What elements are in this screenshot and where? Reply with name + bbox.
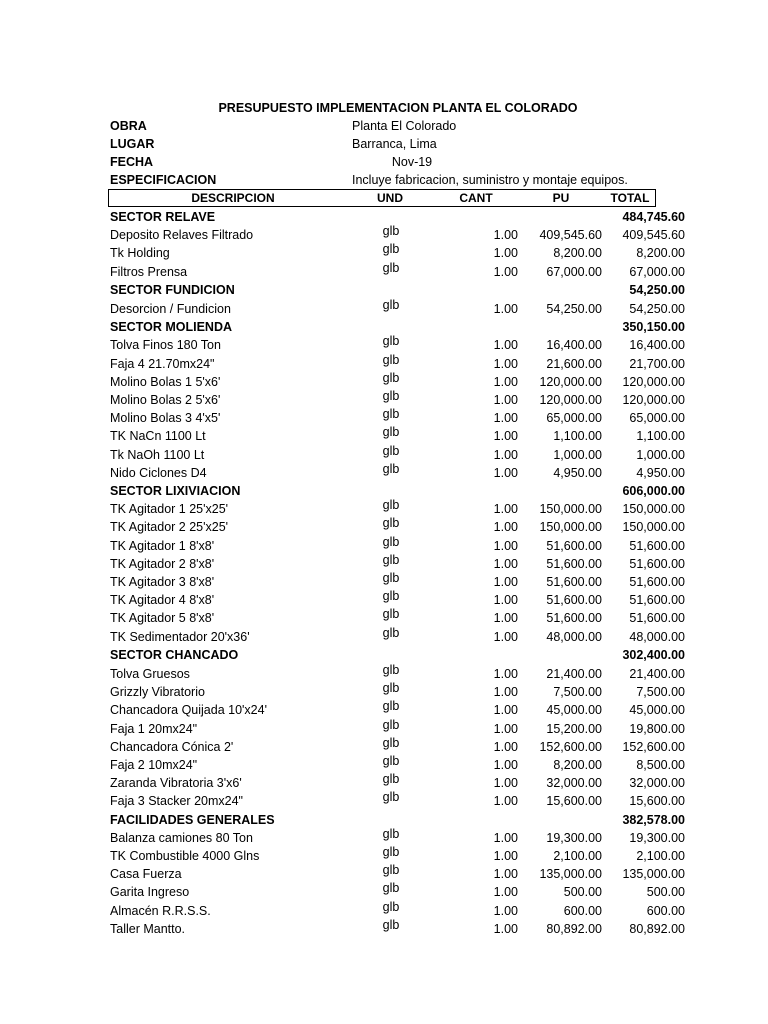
item-unit-price: 8,200.00 bbox=[553, 246, 602, 260]
item-unit: glb bbox=[382, 444, 400, 458]
item-unit: glb bbox=[382, 516, 400, 530]
item-total: 51,600.00 bbox=[629, 539, 685, 553]
item-unit: glb bbox=[382, 298, 400, 312]
item-total: 48,000.00 bbox=[629, 630, 685, 644]
meta-label: LUGAR bbox=[110, 137, 155, 151]
sector-total: 302,400.00 bbox=[622, 648, 685, 662]
item-total: 15,600.00 bbox=[629, 794, 685, 808]
item-unit-price: 45,000.00 bbox=[546, 703, 602, 717]
item-description: Molino Bolas 2 5'x6' bbox=[110, 393, 221, 407]
item-unit-price: 150,000.00 bbox=[539, 502, 602, 516]
item-description: Faja 1 20mx24" bbox=[110, 722, 198, 736]
sector-total: 484,745.60 bbox=[622, 210, 685, 224]
sector-name: SECTOR LIXIVIACION bbox=[110, 484, 241, 498]
item-description: Almacén R.R.S.S. bbox=[110, 904, 211, 918]
item-total: 21,400.00 bbox=[629, 667, 685, 681]
item-unit: glb bbox=[382, 425, 400, 439]
item-unit: glb bbox=[382, 718, 400, 732]
item-unit-price: 2,100.00 bbox=[553, 849, 602, 863]
item-quantity: 1.00 bbox=[493, 593, 518, 607]
item-total: 150,000.00 bbox=[622, 502, 685, 516]
item-unit: glb bbox=[382, 498, 400, 512]
item-unit-price: 51,600.00 bbox=[546, 611, 602, 625]
item-total: 150,000.00 bbox=[622, 520, 685, 534]
item-unit: glb bbox=[382, 371, 400, 385]
meta-label: ESPECIFICACION bbox=[110, 173, 217, 187]
item-unit-price: 48,000.00 bbox=[546, 630, 602, 644]
item-quantity: 1.00 bbox=[493, 448, 518, 462]
item-description: Faja 4 21.70mx24" bbox=[110, 357, 215, 371]
item-description: Nido Ciclones D4 bbox=[110, 466, 207, 480]
item-quantity: 1.00 bbox=[493, 557, 518, 571]
item-quantity: 1.00 bbox=[493, 630, 518, 644]
item-unit: glb bbox=[382, 224, 400, 238]
item-total: 135,000.00 bbox=[622, 867, 685, 881]
header-pu: PU bbox=[552, 191, 570, 205]
item-unit-price: 15,200.00 bbox=[546, 722, 602, 736]
sector-name: SECTOR MOLIENDA bbox=[110, 320, 232, 334]
item-quantity: 1.00 bbox=[493, 667, 518, 681]
sector-total: 350,150.00 bbox=[622, 320, 685, 334]
item-quantity: 1.00 bbox=[493, 904, 518, 918]
item-description: TK Agitador 5 8'x8' bbox=[110, 611, 215, 625]
item-description: Chancadora Quijada 10'x24' bbox=[110, 703, 267, 717]
item-unit: glb bbox=[382, 827, 400, 841]
item-description: Garita Ingreso bbox=[110, 885, 190, 899]
item-total: 152,600.00 bbox=[622, 740, 685, 754]
item-unit-price: 19,300.00 bbox=[546, 831, 602, 845]
item-total: 21,700.00 bbox=[629, 357, 685, 371]
item-unit: glb bbox=[382, 900, 400, 914]
item-quantity: 1.00 bbox=[493, 246, 518, 260]
item-description: Tolva Finos 180 Ton bbox=[110, 338, 221, 352]
item-unit-price: 65,000.00 bbox=[546, 411, 602, 425]
item-total: 67,000.00 bbox=[629, 265, 685, 279]
table-row bbox=[110, 462, 690, 484]
item-total: 8,200.00 bbox=[636, 246, 685, 260]
item-total: 51,600.00 bbox=[629, 557, 685, 571]
item-total: 1,000.00 bbox=[636, 448, 685, 462]
item-unit: glb bbox=[382, 334, 400, 348]
item-unit-price: 21,600.00 bbox=[546, 357, 602, 371]
item-total: 51,600.00 bbox=[629, 611, 685, 625]
item-description: TK Agitador 2 25'x25' bbox=[110, 520, 229, 534]
item-quantity: 1.00 bbox=[493, 758, 518, 772]
item-description: Tolva Gruesos bbox=[110, 667, 190, 681]
item-unit: glb bbox=[382, 535, 400, 549]
item-quantity: 1.00 bbox=[493, 794, 518, 808]
header-total: TOTAL bbox=[610, 191, 650, 205]
item-total: 120,000.00 bbox=[622, 393, 685, 407]
item-quantity: 1.00 bbox=[493, 302, 518, 316]
item-total: 65,000.00 bbox=[629, 411, 685, 425]
item-unit-price: 135,000.00 bbox=[539, 867, 602, 881]
item-quantity: 1.00 bbox=[493, 265, 518, 279]
item-quantity: 1.00 bbox=[493, 575, 518, 589]
sector-name: SECTOR CHANCADO bbox=[110, 648, 239, 662]
item-description: Tk Holding bbox=[110, 246, 170, 260]
item-quantity: 1.00 bbox=[493, 357, 518, 371]
table-row bbox=[110, 261, 690, 283]
item-quantity: 1.00 bbox=[493, 338, 518, 352]
item-unit: glb bbox=[382, 681, 400, 695]
meta-lugar bbox=[110, 137, 690, 155]
item-unit-price: 32,000.00 bbox=[546, 776, 602, 790]
item-unit: glb bbox=[382, 589, 400, 603]
header-cant: CANT bbox=[459, 191, 493, 205]
meta-value: Incluye fabricacion, suministro y montaje equipos. bbox=[352, 173, 628, 187]
item-total: 8,500.00 bbox=[636, 758, 685, 772]
item-description: Deposito Relaves Filtrado bbox=[110, 228, 254, 242]
item-total: 7,500.00 bbox=[636, 685, 685, 699]
item-description: Tk NaOh 1100 Lt bbox=[110, 448, 205, 462]
item-quantity: 1.00 bbox=[493, 539, 518, 553]
item-total: 1,100.00 bbox=[636, 429, 685, 443]
item-quantity: 1.00 bbox=[493, 867, 518, 881]
item-unit-price: 21,400.00 bbox=[546, 667, 602, 681]
item-description: TK Agitador 3 8'x8' bbox=[110, 575, 215, 589]
item-quantity: 1.00 bbox=[493, 393, 518, 407]
item-unit-price: 67,000.00 bbox=[546, 265, 602, 279]
item-unit: glb bbox=[382, 607, 400, 621]
table-row bbox=[110, 790, 690, 812]
item-description: Desorcion / Fundicion bbox=[110, 302, 231, 316]
item-quantity: 1.00 bbox=[493, 611, 518, 625]
item-total: 19,800.00 bbox=[629, 722, 685, 736]
item-quantity: 1.00 bbox=[493, 520, 518, 534]
sector-name: FACILIDADES GENERALES bbox=[110, 813, 275, 827]
item-unit-price: 8,200.00 bbox=[553, 758, 602, 772]
sector-total: 606,000.00 bbox=[622, 484, 685, 498]
item-unit-price: 54,250.00 bbox=[546, 302, 602, 316]
meta-obra bbox=[110, 119, 690, 137]
item-unit: glb bbox=[382, 462, 400, 476]
item-total: 54,250.00 bbox=[629, 302, 685, 316]
sector-total: 54,250.00 bbox=[629, 283, 685, 297]
header-und: UND bbox=[377, 191, 403, 205]
item-description: TK Agitador 2 8'x8' bbox=[110, 557, 215, 571]
item-quantity: 1.00 bbox=[493, 722, 518, 736]
item-unit: glb bbox=[382, 881, 400, 895]
meta-value: Nov-19 bbox=[391, 155, 433, 169]
item-unit-price: 51,600.00 bbox=[546, 557, 602, 571]
item-unit-price: 51,600.00 bbox=[546, 539, 602, 553]
item-unit-price: 152,600.00 bbox=[539, 740, 602, 754]
meta-value: Planta El Colorado bbox=[352, 119, 457, 133]
item-description: TK Agitador 1 25'x25' bbox=[110, 502, 229, 516]
item-quantity: 1.00 bbox=[493, 776, 518, 790]
item-description: TK Sedimentador 20'x36' bbox=[110, 630, 250, 644]
item-unit-price: 51,600.00 bbox=[546, 575, 602, 589]
sector-name: SECTOR FUNDICION bbox=[110, 283, 235, 297]
item-description: Molino Bolas 3 4'x5' bbox=[110, 411, 221, 425]
item-unit-price: 51,600.00 bbox=[546, 593, 602, 607]
item-unit: glb bbox=[382, 918, 400, 932]
item-description: Grizzly Vibratorio bbox=[110, 685, 205, 699]
item-quantity: 1.00 bbox=[493, 228, 518, 242]
item-unit-price: 80,892.00 bbox=[546, 922, 602, 936]
item-total: 51,600.00 bbox=[629, 575, 685, 589]
item-unit-price: 120,000.00 bbox=[539, 393, 602, 407]
item-unit-price: 150,000.00 bbox=[539, 520, 602, 534]
item-quantity: 1.00 bbox=[493, 849, 518, 863]
item-unit: glb bbox=[382, 845, 400, 859]
item-description: Chancadora Cónica 2' bbox=[110, 740, 234, 754]
item-unit-price: 1,100.00 bbox=[553, 429, 602, 443]
item-unit: glb bbox=[382, 261, 400, 275]
item-unit: glb bbox=[382, 242, 400, 256]
item-unit-price: 120,000.00 bbox=[539, 375, 602, 389]
item-description: TK Combustible 4000 Glns bbox=[110, 849, 260, 863]
item-unit: glb bbox=[382, 699, 400, 713]
table-row bbox=[110, 298, 690, 320]
meta-value: Barranca, Lima bbox=[352, 137, 437, 151]
item-unit: glb bbox=[382, 772, 400, 786]
item-unit-price: 1,000.00 bbox=[553, 448, 602, 462]
meta-fecha bbox=[110, 155, 690, 173]
item-total: 600.00 bbox=[646, 904, 685, 918]
item-quantity: 1.00 bbox=[493, 922, 518, 936]
item-quantity: 1.00 bbox=[493, 502, 518, 516]
item-unit-price: 409,545.60 bbox=[539, 228, 602, 242]
item-description: TK NaCn 1100 Lt bbox=[110, 429, 206, 443]
item-description: TK Agitador 1 8'x8' bbox=[110, 539, 215, 553]
item-total: 2,100.00 bbox=[636, 849, 685, 863]
item-description: Taller Mantto. bbox=[110, 922, 186, 936]
item-quantity: 1.00 bbox=[493, 685, 518, 699]
meta-label: FECHA bbox=[110, 155, 154, 169]
item-total: 16,400.00 bbox=[629, 338, 685, 352]
table-header bbox=[108, 189, 656, 207]
item-description: Molino Bolas 1 5'x6' bbox=[110, 375, 221, 389]
item-total: 19,300.00 bbox=[629, 831, 685, 845]
item-description: Faja 2 10mx24" bbox=[110, 758, 198, 772]
item-unit: glb bbox=[382, 736, 400, 750]
item-quantity: 1.00 bbox=[493, 831, 518, 845]
item-unit: glb bbox=[382, 754, 400, 768]
item-unit-price: 7,500.00 bbox=[553, 685, 602, 699]
item-quantity: 1.00 bbox=[493, 740, 518, 754]
item-total: 32,000.00 bbox=[629, 776, 685, 790]
table-row bbox=[110, 918, 690, 940]
item-unit-price: 500.00 bbox=[563, 885, 602, 899]
item-description: TK Agitador 4 8'x8' bbox=[110, 593, 215, 607]
item-description: Zaranda Vibratoria 3'x6' bbox=[110, 776, 242, 790]
sector-total: 382,578.00 bbox=[622, 813, 685, 827]
item-quantity: 1.00 bbox=[493, 466, 518, 480]
item-unit: glb bbox=[382, 663, 400, 677]
table-row bbox=[110, 626, 690, 648]
item-unit: glb bbox=[382, 353, 400, 367]
item-unit: glb bbox=[382, 553, 400, 567]
item-unit: glb bbox=[382, 626, 400, 640]
header-descripcion: DESCRIPCION bbox=[191, 191, 275, 205]
meta-label: OBRA bbox=[110, 119, 147, 133]
item-total: 409,545.60 bbox=[622, 228, 685, 242]
item-total: 4,950.00 bbox=[636, 466, 685, 480]
item-unit-price: 16,400.00 bbox=[546, 338, 602, 352]
item-description: Faja 3 Stacker 20mx24" bbox=[110, 794, 243, 808]
item-total: 45,000.00 bbox=[629, 703, 685, 717]
item-unit: glb bbox=[382, 389, 400, 403]
item-quantity: 1.00 bbox=[493, 703, 518, 717]
item-unit: glb bbox=[382, 790, 400, 804]
sector-name: SECTOR RELAVE bbox=[110, 210, 216, 224]
item-unit: glb bbox=[382, 407, 400, 421]
item-unit-price: 15,600.00 bbox=[546, 794, 602, 808]
item-quantity: 1.00 bbox=[493, 411, 518, 425]
document-title: PRESUPUESTO IMPLEMENTACION PLANTA EL COLORADO bbox=[218, 101, 578, 115]
item-total: 80,892.00 bbox=[629, 922, 685, 936]
item-total: 51,600.00 bbox=[629, 593, 685, 607]
item-description: Balanza camiones 80 Ton bbox=[110, 831, 253, 845]
item-unit-price: 600.00 bbox=[563, 904, 602, 918]
item-unit: glb bbox=[382, 571, 400, 585]
item-unit: glb bbox=[382, 863, 400, 877]
item-total: 120,000.00 bbox=[622, 375, 685, 389]
item-description: Filtros Prensa bbox=[110, 265, 188, 279]
item-quantity: 1.00 bbox=[493, 429, 518, 443]
item-unit-price: 4,950.00 bbox=[553, 466, 602, 480]
item-quantity: 1.00 bbox=[493, 375, 518, 389]
item-description: Casa Fuerza bbox=[110, 867, 182, 881]
item-quantity: 1.00 bbox=[493, 885, 518, 899]
item-total: 500.00 bbox=[646, 885, 685, 899]
